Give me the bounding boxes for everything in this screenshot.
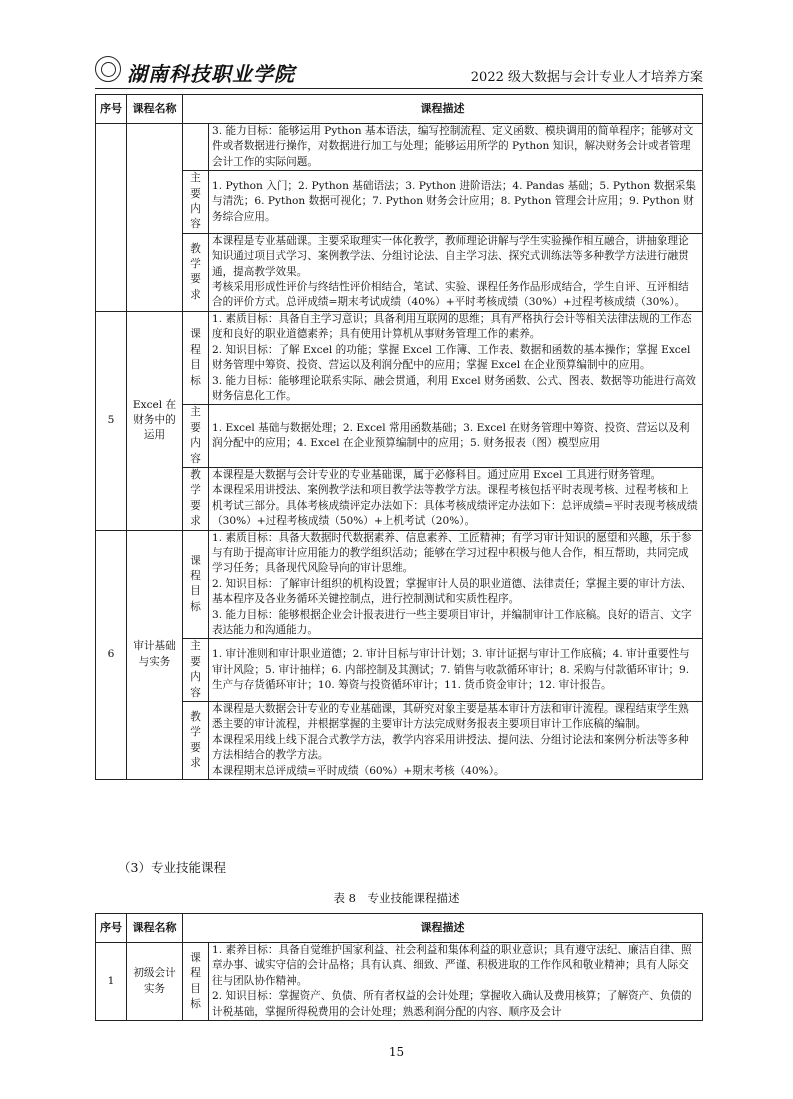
table-row <box>96 943 703 1021</box>
paragraph: 3. 能力目标：能够运用 Python 基本语法，编写控制流程、定义函数、模块调用的简单程序；能够对文件或者数据进行操作，对数据进行加工与处理；能够运用所学的 Python 知识，解决财务会计或者管理会计工作的实际问题。 <box>212 125 694 168</box>
skills-course-table <box>95 913 703 1021</box>
header-desc: 课程描述 <box>183 95 703 124</box>
table-row <box>96 530 703 639</box>
table-row <box>96 171 703 234</box>
paragraph: 2. 知识目标：了解 Excel 的功能；掌握 Excel 工作簿、工作表、数据和函数的基本操作；掌握 Excel 财务管理中筹资、投资、营运以及利润分配中的应用；掌握 Excel 在企业预算编制中的应用。 <box>212 343 691 372</box>
course-name: Excel 在财务中的运用 <box>127 311 183 530</box>
course-goal-text <box>209 530 703 639</box>
cell-no-empty <box>96 124 127 312</box>
course-no: 5 <box>96 311 127 530</box>
table-header-row <box>96 95 703 124</box>
goal-label: 课程目标 <box>183 530 209 639</box>
teach-label: 教学要求 <box>183 467 209 530</box>
paragraph: 本课程采用讲授法、案例教学法和项目教学法等教学方法。课程考核包括平时表现考核、过程考核和上机考试三部分。具体考核成绩评定办法如下：具体考核成绩评定办法如下：总评成绩=平时表现考核成绩（30%）+过程考核成绩（50%）+上机考试（20%）。 <box>212 484 698 528</box>
course-goal-text <box>209 311 703 404</box>
paragraph: 3. 能力目标：能够理论联系实际、融会贯通，利用 Excel 财务函数、公式、图表、数据等功能进行高效财务信息化工作。 <box>212 374 696 402</box>
teach-label: 教学要求 <box>183 233 209 311</box>
table-row <box>96 405 703 468</box>
course-no: 1 <box>96 943 127 1021</box>
paragraph: 1. 素质目标：具备大数据时代数据素养、信息素养、工匠精神；有学习审计知识的愿望和兴趣，乐于参与有助于提高审计应用能力的教学组织活动；能够在学习过程中积极与他人合作，相互帮助，共同完成学习任务；具备现代风险导向的审计思维。 <box>212 531 692 575</box>
teach-text <box>209 702 703 780</box>
teach-label: 教学要求 <box>183 702 209 780</box>
document-title: 2022 级大数据与会计专业人才培养方案 <box>470 70 703 85</box>
paragraph: 3. 能力目标：能够根据企业会计报表进行一些主要项目审计，并编制审计工作底稿。良好的语言、文字表达能力和沟通能力。 <box>212 608 692 636</box>
content-text <box>209 405 703 468</box>
course-no: 6 <box>96 530 127 780</box>
course-goal-text <box>209 943 703 1021</box>
goal-label: 课程目标 <box>183 943 209 1021</box>
table-row <box>96 467 703 530</box>
header-desc: 课程描述 <box>183 914 703 943</box>
school-logo-text: 湖南科技职业学院 <box>127 62 295 86</box>
table-header-row <box>96 914 703 943</box>
paragraph: 本课程是专业基础课。主要采取理实一体化教学，教师理论讲解与学生实验操作相互融合，讲抽象理论知识通过项目式学习、案例教学法、分组讨论法、自主学习法、探究式训练法等多种教学方法进行融贯通，提高教学效果。 <box>212 234 689 278</box>
paragraph: 1. 素质目标：具备自主学习意识；具备利用互联网的思维；具有严格执行会计等相关法律法规的工作态度和良好的职业道德素养；具有使用计算机从事财务管理工作的素养。 <box>212 312 692 341</box>
header-no: 序号 <box>96 95 127 124</box>
goal-label: 课程目标 <box>183 311 209 404</box>
paragraph: 本课程采用线上线下混合式教学方法，教学内容采用讲授法、提问法、分组讨论法和案例分析法等多种方法相结合的教学方法。 <box>212 733 689 762</box>
paragraph: 本课程是大数据与会计专业的专业基础课，属于必修科目。通过应用 Excel 工具进行财务管理。 <box>212 468 662 481</box>
table-row <box>96 124 703 171</box>
paragraph: 本课程期末总评成绩=平时成绩（60%）+期末考核（40%）。 <box>212 764 505 777</box>
header-name: 课程名称 <box>127 914 183 943</box>
section-title: （3）专业技能课程 <box>118 860 226 875</box>
paragraph: 1. 素养目标：具备自觉维护国家利益、社会利益和集体利益的职业意识；具有遵守法纪、廉洁自律、照章办事、诚实守信的会计品格；具有认真、细致、严谨、积极进取的工作作风和敬业精神；具有人际交往与团队协作精神。 <box>212 944 692 987</box>
paragraph: 1. 审计准则和审计职业道德；2. 审计目标与审计计划；3. 审计证据与审计工作底稿；4. 审计重要性与审计风险；5. 审计抽样；6. 内部控制及其测试；7. 销售与收款循环审计；8. 采购与付款循环审计；9. 生产与存货循环审计；10. 筹资与投资循环审计；11. 货币资金审计；12. 审计报告。 <box>212 648 690 691</box>
course-goal-text <box>209 124 703 171</box>
school-logo-icon <box>95 56 121 82</box>
table-row <box>96 311 703 404</box>
course-name: 审计基础与实务 <box>127 530 183 780</box>
table-row <box>96 702 703 780</box>
cell-name-empty <box>127 124 183 312</box>
table-caption: 表 8 专业技能课程描述 <box>333 891 460 905</box>
content-label: 主要内容 <box>183 405 209 468</box>
cell-sub-empty <box>183 124 209 171</box>
table-row <box>96 233 703 311</box>
paragraph: 2. 知识目标：了解审计组织的机构设置；掌握审计人员的职业道德、法律责任；掌握主要的审计方法、基本程序及各业务循环关键控制点，进行控制测试和实质性程序。 <box>212 577 692 606</box>
teach-text <box>209 233 703 311</box>
page-number: 15 <box>388 1045 405 1059</box>
header-no: 序号 <box>96 914 127 943</box>
paragraph: 考核采用形成性评价与终结性评价相结合，笔试、实验、课程任务作品形成结合，学生自评、互评相结合的评价方式。总评成绩=期末考试成绩（40%）+平时考核成绩（30%）+过程考核成绩（30%）。 <box>212 281 689 309</box>
paragraph: 本课程是大数据会计专业的专业基础课，其研究对象主要是基本审计方法和审计流程。课程结束学生熟悉主要的审计流程，并根据掌握的主要审计方法完成财务报表主要项目审计工作底稿的编制。 <box>212 703 689 731</box>
course-name: 初级会计实务 <box>127 943 183 1021</box>
content-label: 主要内容 <box>183 639 209 702</box>
course-table-continued <box>95 94 703 780</box>
teach-text <box>209 467 703 530</box>
table-row <box>96 639 703 702</box>
paragraph: 1. Excel 基础与数据处理；2. Excel 常用函数基础；3. Excel 在财务管理中筹资、投资、营运以及利润分配中的应用；4. Excel 在企业预算编制中的应用；5. 财务报表（图）模型应用 <box>212 421 690 450</box>
page-header <box>95 54 703 89</box>
paragraph: 2. 知识目标：掌握资产、负债、所有者权益的会计处理；掌握收入确认及费用核算；了解资产、负债的计税基础，掌握所得税费用的会计处理；熟悉利润分配的内容、顺序及会计 <box>212 990 692 1018</box>
content-label: 主要内容 <box>183 171 209 234</box>
paragraph: 1. Python 入门；2. Python 基础语法；3. Python 进阶语法；4. Pandas 基础；5. Python 数据采集与清洗；6. Python 数据可视化；7. Python 财务会计应用；8. Python 管理会计应用；9. Python 财务综合应用。 <box>212 179 696 223</box>
content-text <box>209 639 703 702</box>
header-name: 课程名称 <box>127 95 183 124</box>
content-text <box>209 171 703 234</box>
